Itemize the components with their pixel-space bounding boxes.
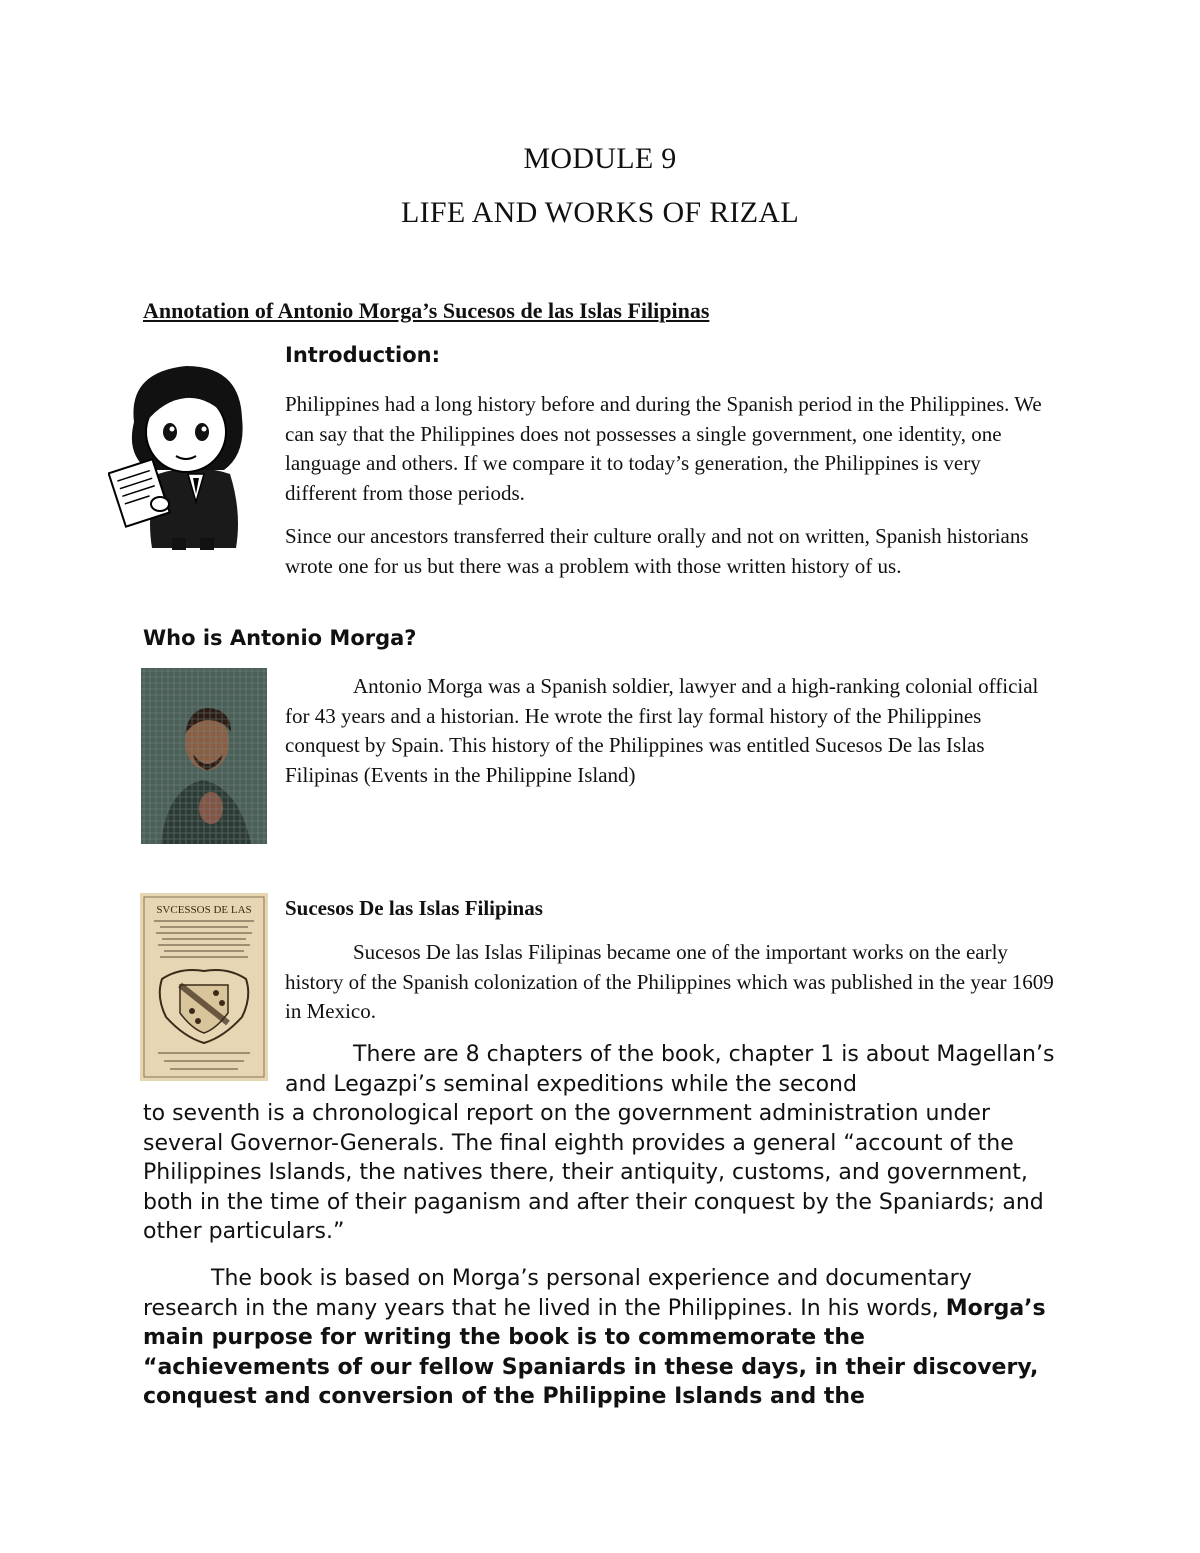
sucesos-paragraph-2a <box>285 1040 1055 1099</box>
who-heading: Who is Antonio Morga? <box>143 626 417 650</box>
book-cover-icon <box>140 893 268 1081</box>
sucesos-paragraph-1-text: Sucesos De las Islas Filipinas became one of the important works on the early history of the Spanish colonization of the Philippines which was published in the year 1609 in Mexico. <box>285 940 1054 1023</box>
sucesos-paragraph-2a-text: There are 8 chapters of the book, chapter 1 is about Magellan’s and Legazpi’s seminal expeditions while the second <box>285 1042 1055 1097</box>
sucesos-paragraph-3-bold: Morga’s main purpose for writing the book is to commemorate the “achievements of our fellow Spaniards in these days, in their discovery, conquest and conversion of the Philippine Islands and the <box>143 1295 1046 1409</box>
sucesos-paragraph-3-text: The book is based on Morga’s personal experience and documentary research in the many years that he lived in the Philippines. In his words, <box>143 1266 972 1321</box>
rizal-cartoon-icon <box>108 362 264 552</box>
introduction-heading: Introduction: <box>285 343 441 367</box>
sucesos-paragraph-3 <box>143 1264 1058 1412</box>
module-title: MODULE 9 <box>523 142 677 175</box>
who-paragraph-text: Antonio Morga was a Spanish soldier, lawyer and a high-ranking colonial official for 43 years and a historian. He wrote the first lay formal history of the Philippines conquest by Spain. This history of the Philippines was entitled Sucesos De las Islas Filipinas (Events in the Philippine Island) <box>285 674 1039 787</box>
cover-title-text: SVCESSOS DE LAS <box>156 904 252 916</box>
sucesos-paragraph-2b: to seventh is a chronological report on the government administration under several Governor-Generals. The final eighth provides a general “account of the Philippines Islands, the natives there, their antiquity, customs, and government, both in the time of their paganism and after their conquest by the Spaniards; and other particulars.” <box>143 1101 1044 1244</box>
introduction-paragraph-1: Philippines had a long history before and during the Spanish period in the Philippines. We can say that the Philippines does not possesses a single government, one identity, one language and others. If we compare it to today’s generation, the Philippines is very different from those periods. <box>285 392 1042 505</box>
who-paragraph <box>285 672 1055 790</box>
introduction-paragraph-2: Since our ancestors transferred their culture orally and not on written, Spanish historians wrote one for us but there was a problem with those written history of us. <box>285 524 1029 578</box>
morga-portrait-icon <box>141 668 267 844</box>
sucesos-paragraph-1 <box>285 938 1055 1027</box>
annotation-title: Annotation of Antonio Morga’s Sucesos de las Islas Filipinas <box>143 298 710 323</box>
sucesos-heading: Sucesos De las Islas Filipinas <box>285 896 543 920</box>
module-subject: LIFE AND WORKS OF RIZAL <box>400 196 800 229</box>
